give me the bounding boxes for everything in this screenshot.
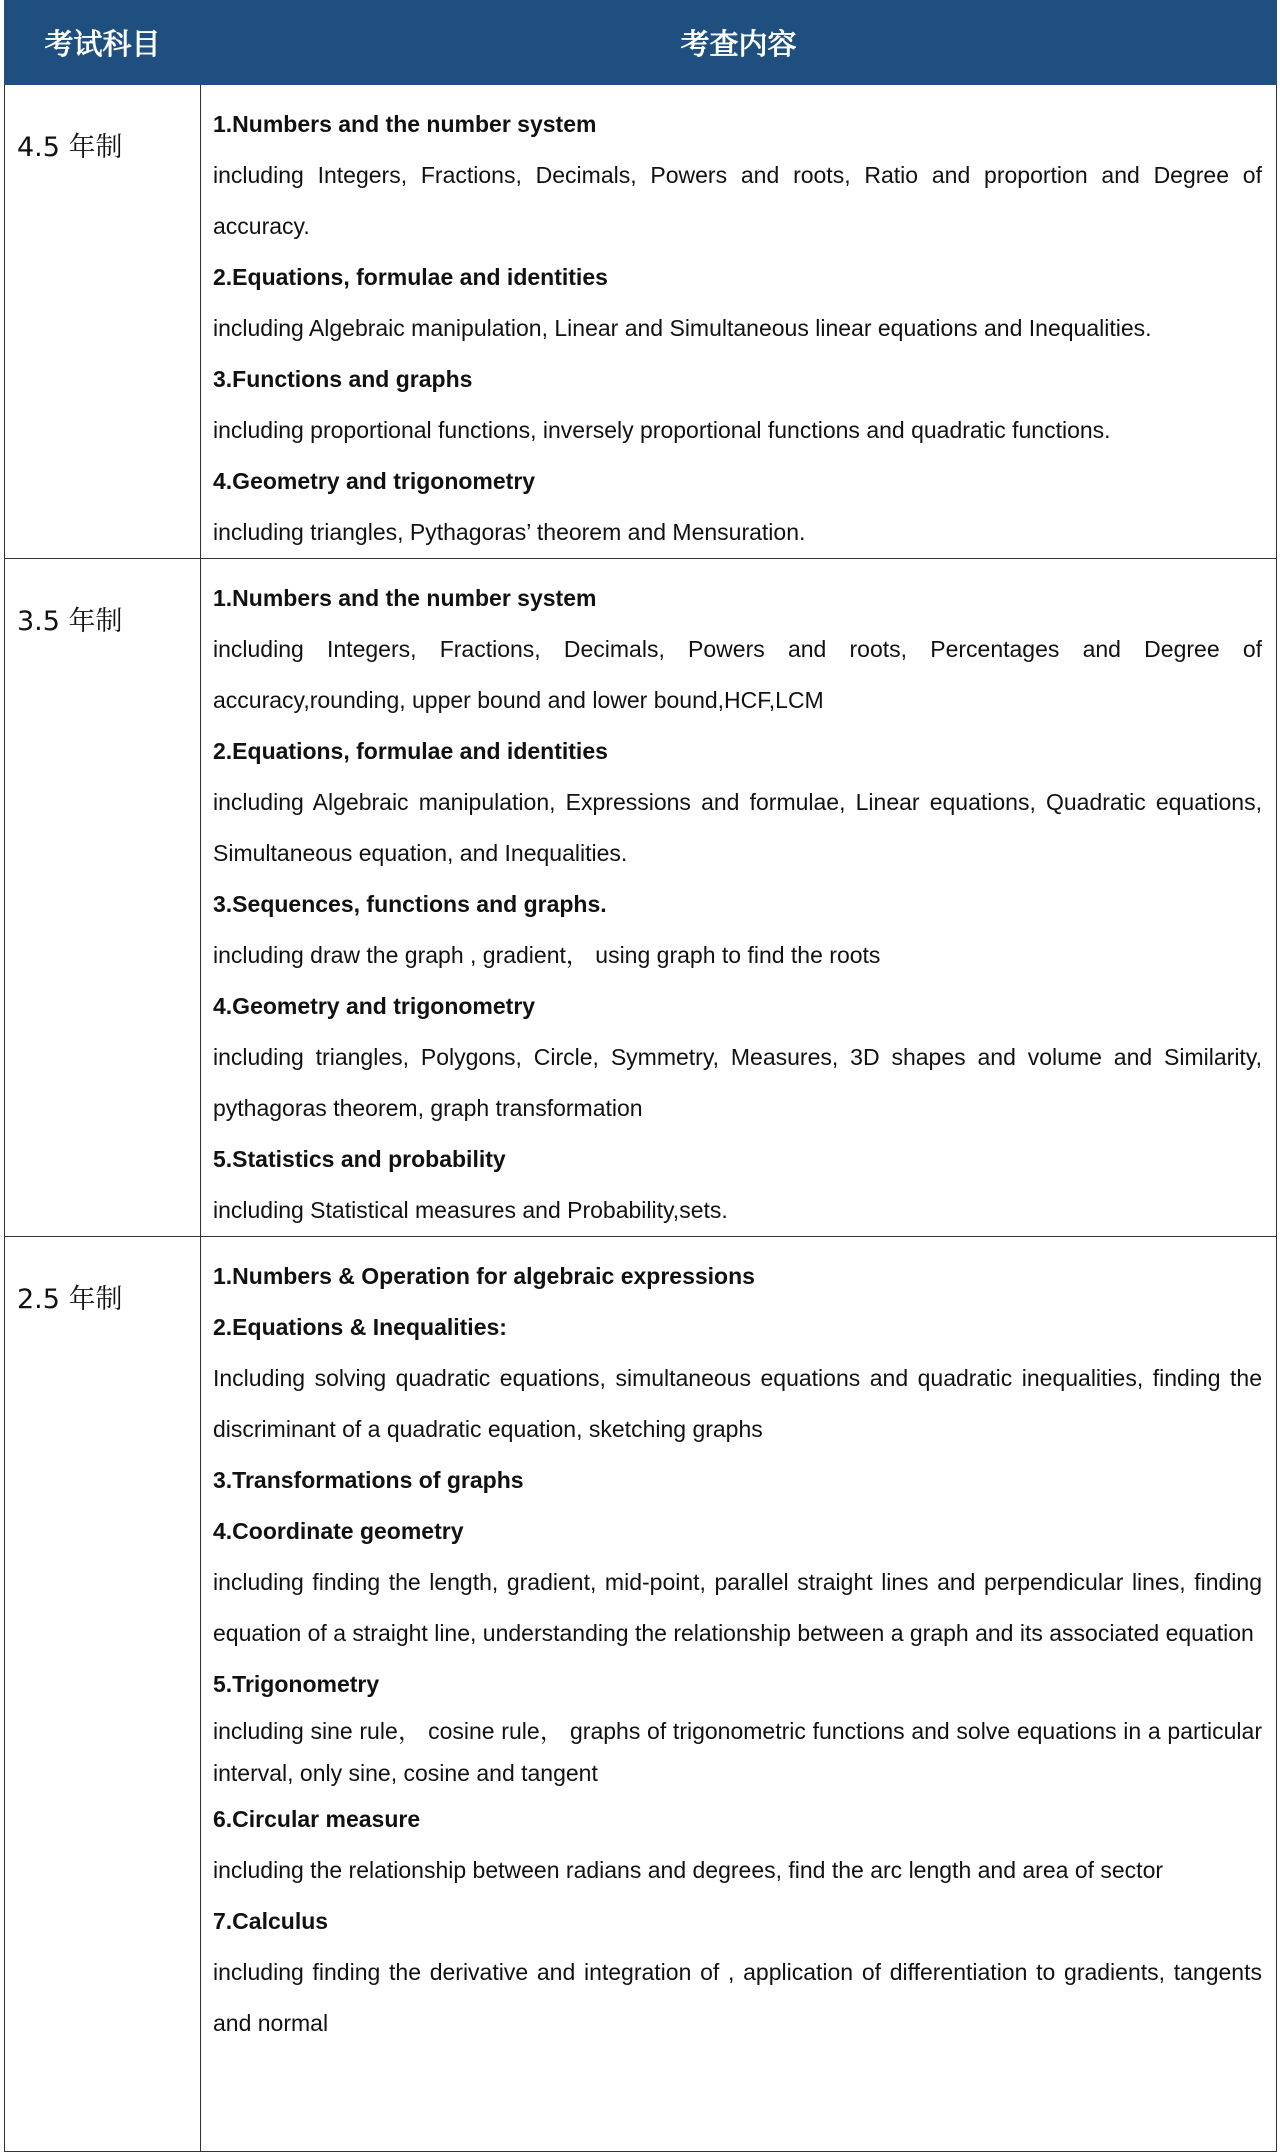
topic-title: 3.Functions and graphs: [213, 366, 473, 392]
topic-title: 3.Transformations of graphs: [213, 1467, 524, 1493]
header-content: 考查内容: [201, 1, 1277, 85]
topic-description: including sine rule， cosine rule， graphs of trigonometric functions and solve equations in a particular interval, only sine, cosine and tangent: [213, 1718, 1262, 1786]
topic-title: 2.Equations & Inequalities:: [213, 1314, 507, 1340]
year-cell: 3.5 年制: [5, 559, 201, 1237]
content-cell: [201, 1237, 1277, 2152]
topic-title: 5.Trigonometry: [213, 1671, 380, 1697]
topic-description: including triangles, Polygons, Circle, Symmetry, Measures, 3D shapes and volume and Similarity, pythagoras theorem, graph transformation: [213, 1044, 1262, 1121]
topic-title: 6.Circular measure: [213, 1806, 421, 1832]
topic-description: including finding the length, gradient, mid-point, parallel straight lines and perpendicular lines, finding equation of a straight line, understanding the relationship between a graph and its associated equation: [213, 1569, 1262, 1646]
topic-title: 4.Geometry and trigonometry: [213, 993, 536, 1019]
topic-title: 4.Geometry and trigonometry: [213, 468, 536, 494]
topic-description: including Algebraic manipulation, Linear and Simultaneous linear equations and Inequalities.: [213, 315, 1152, 341]
topic-description: including draw the graph , gradient， using graph to find the roots: [213, 942, 881, 968]
topic-description: including triangles, Pythagoras’ theorem and Mensuration.: [213, 519, 806, 545]
table-row: [5, 85, 1277, 559]
topic-description: including Statistical measures and Probability,sets.: [213, 1197, 728, 1223]
topic-title: 5.Statistics and probability: [213, 1146, 506, 1172]
topic-description: Including solving quadratic equations, simultaneous equations and quadratic inequalities, finding the discriminant of a quadratic equation, sketching graphs: [213, 1365, 1262, 1442]
topic-title: 1.Numbers and the number system: [213, 111, 597, 137]
topic-title: 1.Numbers & Operation for algebraic expressions: [213, 1263, 755, 1289]
topic-title: 3.Sequences, functions and graphs.: [213, 891, 607, 917]
table-row: [5, 1237, 1277, 2152]
year-cell: 2.5 年制: [5, 1237, 201, 2152]
topic-title: 2.Equations, formulae and identities: [213, 738, 608, 764]
topic-title: 2.Equations, formulae and identities: [213, 264, 608, 290]
year-cell: 4.5 年制: [5, 85, 201, 559]
topic-description: including the relationship between radians and degrees, find the arc length and area of sector: [213, 1857, 1164, 1883]
topic-description: including Algebraic manipulation, Expressions and formulae, Linear equations, Quadratic equations, Simultaneous equation, and Inequalities.: [213, 789, 1262, 866]
topic-description: including finding the derivative and integration of , application of differentiation to gradients, tangents and normal: [213, 1959, 1262, 2036]
topic-description: including Integers, Fractions, Decimals, Powers and roots, Ratio and proportion and Degree of accuracy.: [213, 162, 1262, 239]
topic-title: 4.Coordinate geometry: [213, 1518, 464, 1544]
table-row: [5, 559, 1277, 1237]
topic-description: including Integers, Fractions, Decimals, Powers and roots, Percentages and Degree of accuracy,rounding, upper bound and lower bound,HCF,LCM: [213, 636, 1262, 713]
header-subject: 考试科目: [5, 1, 201, 85]
header-row: [5, 1, 1277, 85]
content-cell: [201, 85, 1277, 559]
topic-title: 7.Calculus: [213, 1908, 329, 1934]
syllabus-table: [4, 0, 1277, 2152]
content-cell: [201, 559, 1277, 1237]
topic-title: 1.Numbers and the number system: [213, 585, 597, 611]
topic-description: including proportional functions, inversely proportional functions and quadratic functions.: [213, 417, 1111, 443]
